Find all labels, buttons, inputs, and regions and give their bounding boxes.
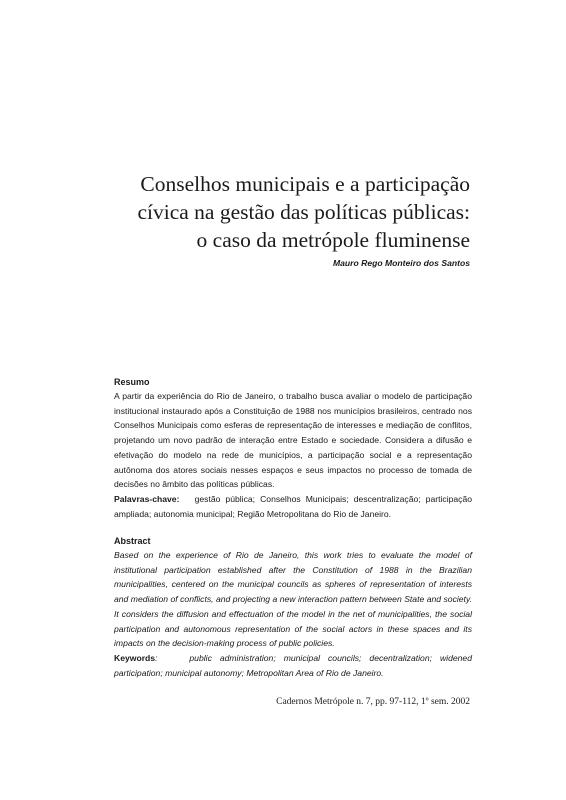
resumo-heading: Resumo <box>114 377 150 387</box>
resumo-section <box>114 375 472 521</box>
resumo-keywords-label: Palavras-chave <box>114 493 177 504</box>
resumo-keywords-text: gestão pública; Conselhos Municipais; descentralização; participação ampliada; autonomia municipal; Região Metropolitana do Rio de Janeiro. <box>114 493 473 519</box>
title-line-2: cívica na gestão das políticas públicas: <box>137 200 470 224</box>
resumo-keywords <box>114 492 472 521</box>
title-line-1: Conselhos municipais e a participação <box>140 172 470 196</box>
journal-footer: Cadernos Metrópole n. 7, pp. 97-112, 1º sem. 2002 <box>276 697 470 707</box>
abstract-keywords-label: Keywords <box>114 652 156 663</box>
abstract-keywords <box>114 651 472 680</box>
abstract-section <box>114 534 472 680</box>
abstract-body: Based on the experience of Rio de Janeiro, this work tries to evaluate the model of institutional participation established after the Constitution of 1988 in the Brazilian municipalities, centered on the municipal councils as spheres of representation of interests and mediation of conflicts, and projecting a new interaction pattern between State and society. It considers the diffusion and effectuation of the model in the net of municipalities, the social participation and autonomous representation of the social actors in these spaces and its impacts on the decision-making process of public policies. <box>114 550 472 649</box>
abstract-heading: Abstract <box>114 536 151 546</box>
abstract-keywords-colon: : <box>155 652 182 663</box>
abstract-keywords-text: public administration; municipal councils; decentralization; widened participation; municipal autonomy; Metropolitan Area of Rio de Janeiro. <box>114 652 472 678</box>
article-title <box>100 170 470 254</box>
resumo-keywords-colon: : <box>176 493 190 504</box>
resumo-body: A partir da experiência do Rio de Janeiro, o trabalho busca avaliar o modelo de participação institucional instaurado após a Constituição de 1988 nos municípios brasileiros, centrado nos Conselhos Municipais como esferas de representação de interesses e mediação de conflitos, projetando um novo padrão de interação entre Estado e sociedade. Considera a difusão e efetivação do modelo na rede de municípios, a participação social e a representação autônoma dos atores sociais nesses espaços e seus impactos no processo de tomada de decisões no âmbito das políticas públicas. <box>114 391 472 490</box>
title-line-3: o caso da metrópole fluminense <box>196 228 470 252</box>
author-name: Mauro Rego Monteiro dos Santos <box>332 258 470 268</box>
